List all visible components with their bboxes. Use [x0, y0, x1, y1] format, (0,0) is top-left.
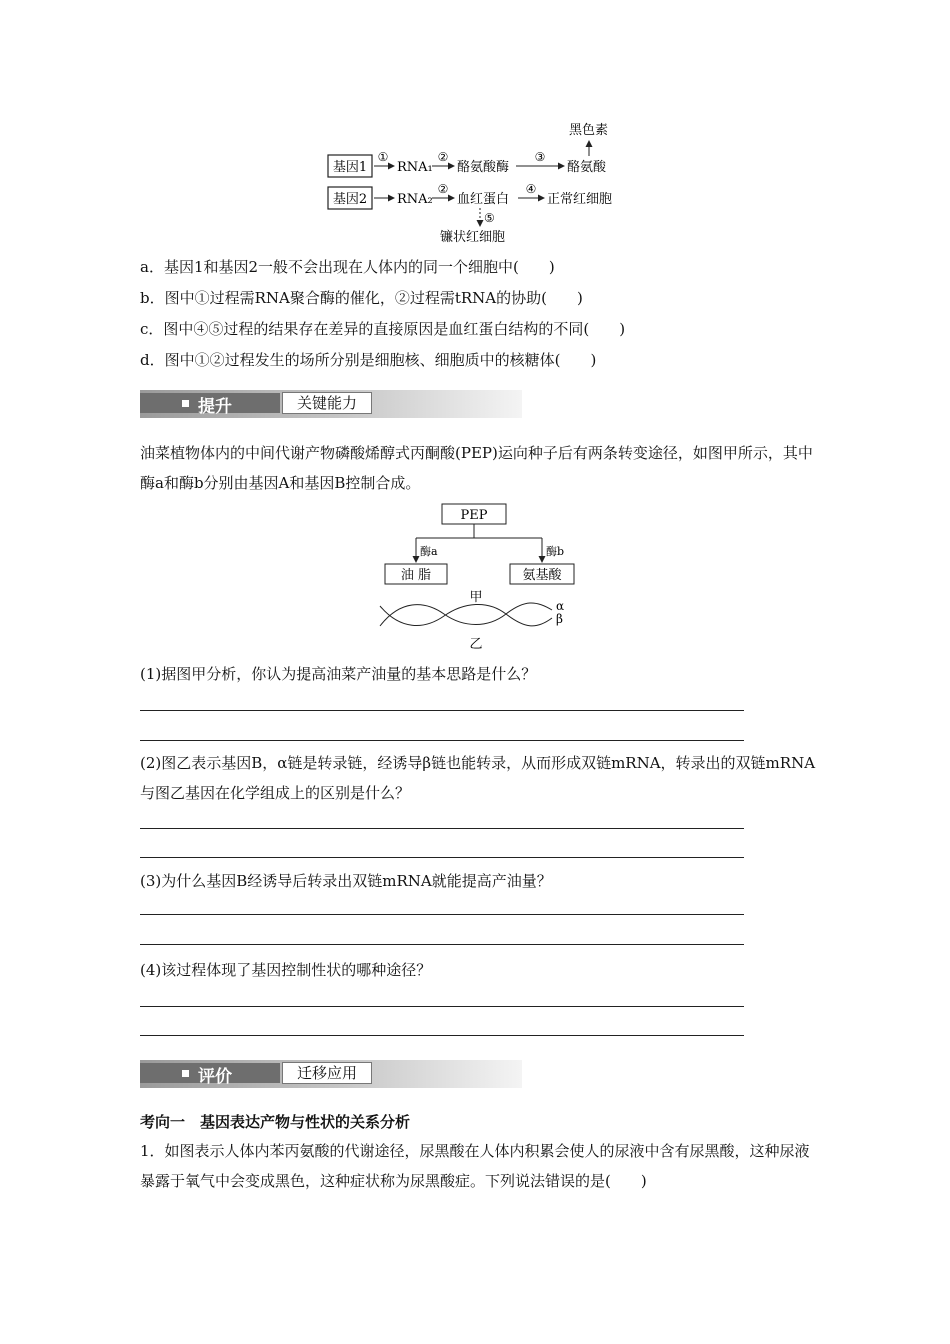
gene-expression-diagram: [320, 118, 640, 246]
banner-title: 评价: [198, 1067, 232, 1087]
enzyme-b-label: 酶b: [546, 545, 565, 558]
beta-label: β: [556, 612, 563, 626]
answer-line[interactable]: [140, 740, 744, 741]
step2-label: ②: [437, 150, 449, 164]
enzyme-a-label: 酶a: [420, 545, 438, 558]
alpha-label: α: [556, 599, 565, 613]
step2b-label: ②: [437, 182, 449, 196]
answer-line[interactable]: [140, 857, 744, 858]
step3-label: ③: [534, 150, 546, 164]
section-banner-evaluate: [140, 1060, 522, 1088]
normal-rbc-label: 正常红细胞: [547, 192, 613, 207]
question-3: (3)为什么基因B经诱导后转录出双链mRNA就能提高产油量？: [140, 872, 552, 890]
oil-label: 油 脂: [400, 568, 432, 583]
square-icon: [182, 400, 189, 407]
gene2-label: 基因2: [332, 192, 368, 207]
enzyme-label: 酪氨酸酶: [457, 160, 510, 175]
option-c: c．图中④⑤过程的结果存在差异的直接原因是血红蛋白结构的不同( ): [140, 320, 626, 338]
label-yi: 乙: [469, 637, 483, 652]
answer-line[interactable]: [140, 828, 744, 829]
rna1-label: RNA₁: [397, 160, 433, 175]
gene1-label: 基因1: [332, 160, 368, 175]
pep-pathway-diagram: [376, 502, 576, 652]
banner-subtitle: 迁移应用: [282, 1062, 372, 1084]
pep-label: PEP: [460, 508, 488, 523]
dna-beta-strand: [380, 604, 552, 625]
square-icon: [182, 1070, 189, 1077]
question-1: (1)据图甲分析，你认为提高油菜产油量的基本思路是什么？: [140, 665, 537, 683]
banner-subtitle: 关键能力: [282, 392, 372, 414]
intro-paragraph: 油菜植物体内的中间代谢产物磷酸烯醇式丙酮酸(PEP)运向种子后有两条转变途径，如图甲所示，其中酶a和酶b分别由基因A和基因B控制合成。: [140, 444, 813, 492]
rna2-label: RNA₂: [397, 192, 433, 207]
amino-acid-label: 氨基酸: [522, 568, 562, 583]
answer-line[interactable]: [140, 914, 744, 915]
answer-line[interactable]: [140, 1006, 744, 1007]
section-banner-improve: [140, 390, 522, 418]
question-2: (2)图乙表示基因B，α链是转录链，经诱导β链也能转录，从而形成双链mRNA，转录出的双链mRNA与图乙基因在化学组成上的区别是什么？: [140, 754, 816, 802]
topic-heading: 考向一 基因表达产物与性状的关系分析: [140, 1113, 411, 1131]
sickle-rbc-label: 镰状红细胞: [440, 230, 506, 245]
step5-label: ⑤: [484, 211, 495, 225]
question-1-stem: 1．如图表示人体内苯丙氨酸的代谢途径，尿黑酸在人体内积累会使人的尿液中含有尿黑酸，这种尿液暴露于氧气中会变成黑色，这种症状称为尿黑酸症。下列说法错误的是( ): [140, 1142, 810, 1190]
melanin-label: 黑色素: [569, 123, 609, 138]
banner-title: 提升: [198, 397, 232, 417]
question-4: (4)该过程体现了基因控制性状的哪种途径？: [140, 961, 432, 979]
answer-line[interactable]: [140, 1035, 744, 1036]
option-d: d．图中①②过程发生的场所分别是细胞核、细胞质中的核糖体( ): [140, 351, 597, 369]
tyrosine-label: 酪氨酸: [567, 160, 607, 175]
hemoglobin-label: 血红蛋白: [457, 192, 510, 207]
dna-alpha-strand: [380, 603, 552, 626]
step1-label: ①: [377, 150, 389, 164]
answer-line[interactable]: [140, 710, 744, 711]
option-a: a．基因1和基因2一般不会出现在人体内的同一个细胞中( ): [140, 258, 555, 276]
step4b-label: ④: [525, 182, 537, 196]
answer-line[interactable]: [140, 944, 744, 945]
option-b: b．图中①过程需RNA聚合酶的催化，②过程需tRNA的协助( ): [140, 289, 583, 307]
label-jia: 甲: [469, 590, 483, 605]
step4-label: ④: [596, 144, 605, 155]
